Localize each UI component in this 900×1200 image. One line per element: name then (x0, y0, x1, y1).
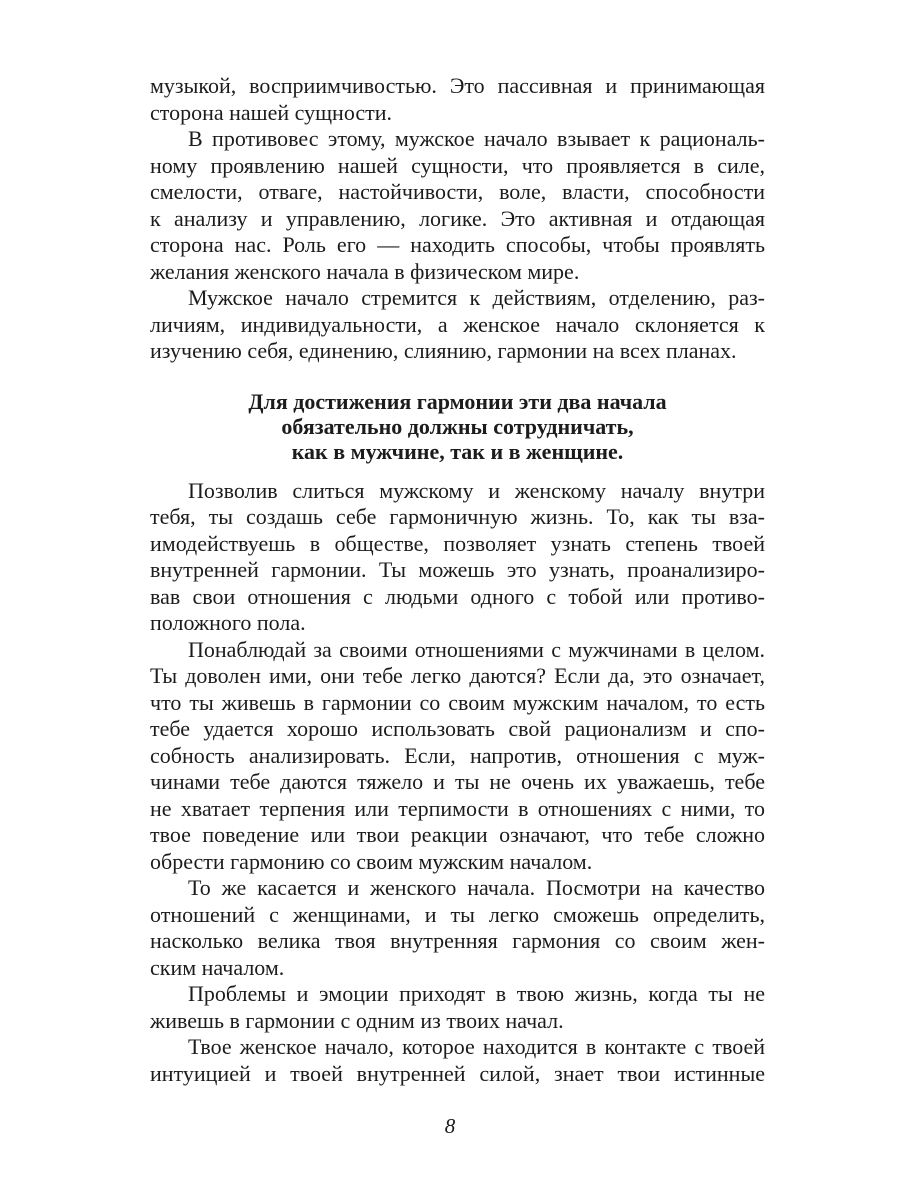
text-line: Понаблюдай за своими отношениями с мужчинами в целом. (188, 636, 765, 662)
text-line: сторона нас. Роль его — находить способы, чтобы проявлять (150, 232, 765, 257)
text-line: В противовес этому, мужское начало взывает к рациональ- (188, 126, 765, 151)
text-line: не хватает терпения или терпимости в отношениях с ними, то (150, 795, 765, 821)
text-line: живешь в гармонии с одним из твоих начал. (150, 1007, 564, 1033)
text-line: Ты доволен ими, они тебе легко даются? Если да, это означает, (150, 663, 765, 688)
paragraph (150, 981, 765, 1034)
heading-line: как в мужчине, так и в женщине. (291, 438, 624, 464)
text-line: положного пола. (150, 610, 306, 635)
text-line: твое поведение или твои реакции означают, что тебе сложно (150, 822, 765, 847)
text-line: Позволив слиться мужскому и женскому началу внутри (188, 477, 765, 503)
text-line: смелости, отваге, настойчивости, воле, власти, способности (150, 179, 765, 204)
text-line: личиям, индивидуальности, а женское начало склоняется к (150, 311, 765, 337)
text-line: имодействуешь в обществе, позволяет узнать степень твоей (150, 530, 765, 556)
paragraph (150, 637, 765, 876)
text-line: насколько велика твоя внутренняя гармония со своим жен- (150, 928, 765, 953)
text-line: обрести гармонию со своим мужским началом. (150, 848, 593, 874)
paragraph (150, 478, 765, 637)
paragraph (150, 875, 765, 981)
text-line: тебя, ты создашь себе гармоничную жизнь. То, как ты вза- (150, 504, 765, 529)
text-line: ским началом. (150, 954, 285, 980)
paragraph (150, 1034, 765, 1087)
text-line: Проблемы и эмоции приходят в твою жизнь, когда ты не (188, 981, 765, 1006)
text-line: Твое женское начало, которое находится в контакте с твоей (188, 1034, 765, 1059)
text-line: Мужское начало стремится к действиям, отделению, раз- (188, 285, 765, 310)
text-line: внутренней гармонии. Ты можешь это узнать, проанализиро- (150, 557, 765, 582)
text-line: тебе удается хорошо использовать свой рационализм и спо- (150, 716, 765, 741)
text-line: отношений с женщинами, и ты легко сможешь определить, (150, 901, 765, 927)
page-text (150, 73, 765, 1087)
heading-line: обязательно должны сотрудничать, (281, 413, 634, 439)
text-line: изучению себя, единению, слиянию, гармонии на всех планах. (150, 338, 737, 363)
paragraph (150, 126, 765, 285)
text-line: вав свои отношения с людьми одного с тобой или противо- (150, 583, 765, 609)
text-line: То же касается и женского начала. Посмотри на качество (188, 875, 765, 900)
text-line: желания женского начала в физическом мире. (150, 258, 580, 284)
text-line: что ты живешь в гармонии со своим мужским началом, то есть (150, 689, 765, 715)
text-line: музыкой, восприимчивостью. Это пассивная и принимающая (150, 73, 765, 98)
text-line: интуицией и твоей внутренней силой, знает твои истинные (150, 1060, 765, 1086)
paragraph (150, 285, 765, 365)
text-line: сторона нашей сущности. (150, 99, 393, 125)
section-heading (150, 389, 765, 464)
page-number: 8 (444, 1114, 456, 1138)
text-line: ному проявлению нашей сущности, что проявляется в силе, (150, 152, 765, 178)
paragraph (150, 73, 765, 126)
text-line: чинами тебе даются тяжело и ты не очень их уважаешь, тебе (150, 769, 765, 794)
text-line: к анализу и управлению, логике. Это активная и отдающая (150, 205, 765, 231)
heading-line: Для достижения гармонии эти два начала (248, 388, 667, 414)
text-line: собность анализировать. Если, напротив, отношения с муж- (150, 742, 765, 768)
